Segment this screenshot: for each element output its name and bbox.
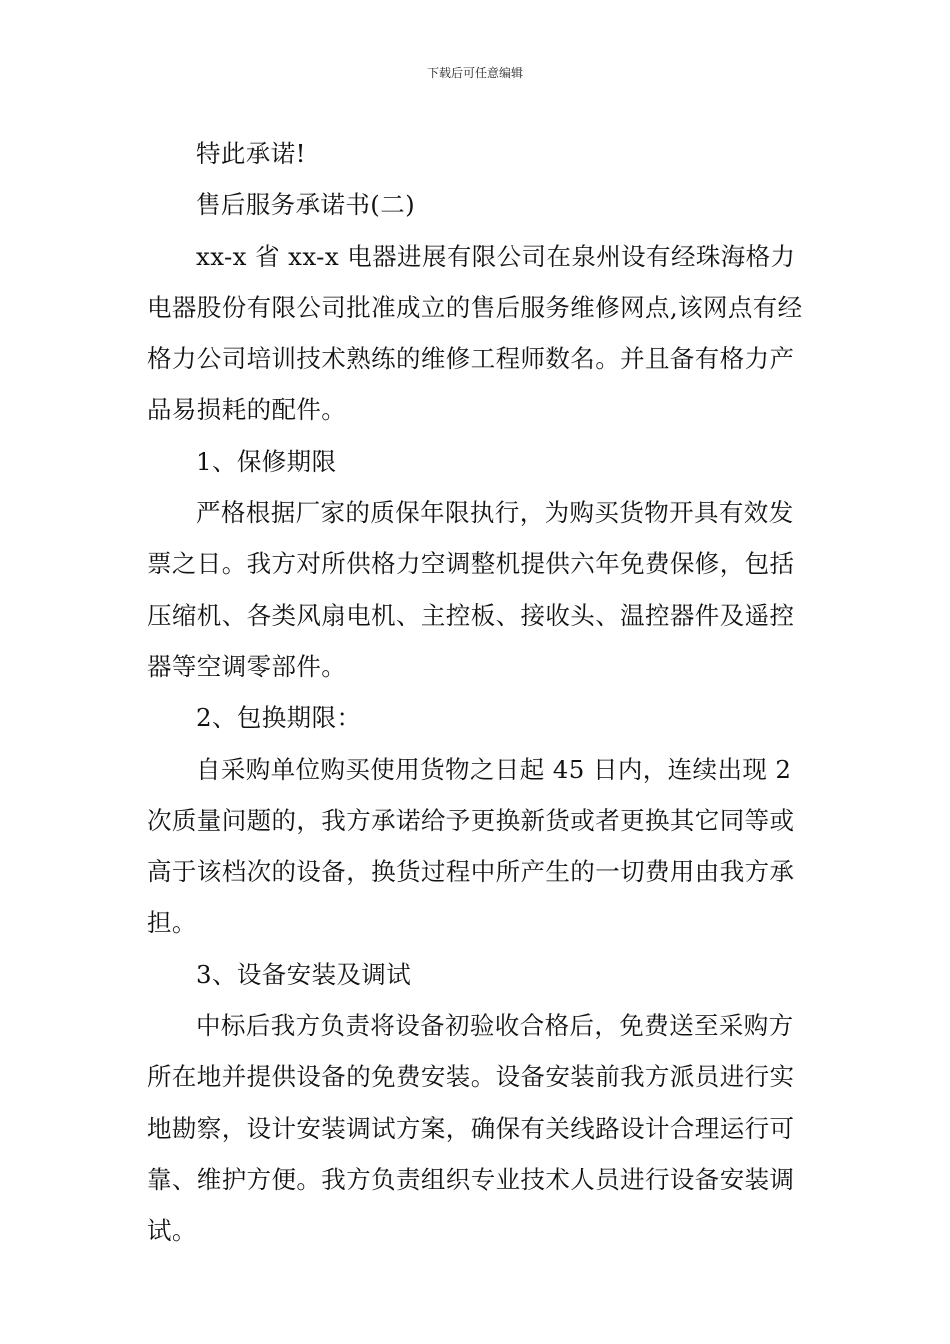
section-3-heading: 3、设备安装及调试 [196, 959, 412, 989]
document-body [147, 128, 807, 1257]
section-1-paragraph: 严格根据厂家的质保年限执行，为购买货物开具有效发票之日。我方对所供格力空调整机提供六年免费保修，包括压缩机、各类风扇电机、主控板、接收头、温控器件及遥控器等空调零部件。 [147, 498, 795, 681]
section-3-paragraph: 中标后我方负责将设备初验收合格后，免费送至采购方所在地并提供设备的免费安装。设备安装前我方派员进行实地勘察，设计安装调试方案，确保有关线路设计合理运行可靠、维护方便。我方负责组织专业技术人员进行设备安装调试。 [147, 1011, 795, 1246]
section-2-paragraph: 自采购单位购买使用货物之日起 45 日内，连续出现 2 次质量问题的，我方承诺给予更换新货或者更换其它同等或高于该档次的设备，换货过程中所产生的一切费用由我方承担。 [147, 754, 795, 938]
document-title: 售后服务承诺书(二) [196, 190, 416, 220]
closing-statement: 特此承诺! [196, 139, 306, 168]
section-2-heading: 2、包换期限： [196, 703, 362, 733]
section-1-heading: 1、保修期限 [196, 446, 337, 476]
intro-paragraph: xx-x 省 xx-x 电器进展有限公司在泉州设有经珠海格力电器股份有限公司批准成立的售后服务维修网点,该网点有经格力公司培训技术熟练的维修工程师数名。并且备有格力产品易损耗的配件。 [147, 241, 803, 425]
page-header-note: 下载后可任意编辑 [426, 66, 523, 80]
